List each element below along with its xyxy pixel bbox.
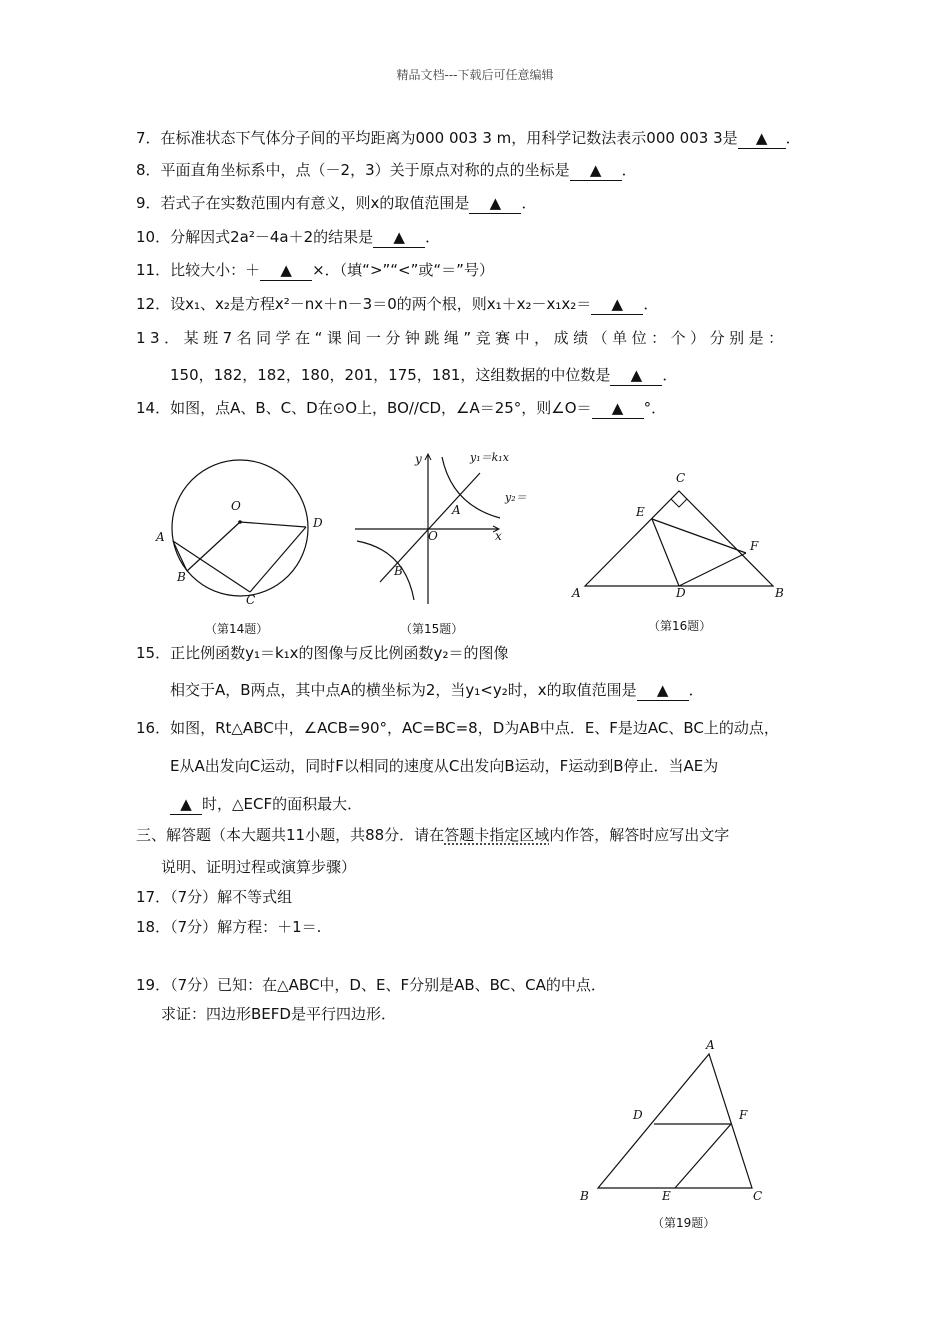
svg-text:O: O <box>231 499 241 513</box>
question-19: 19．（7分）已知：在△ABC中，D、E、F分别是AB、BC、CA的中点． <box>136 976 606 994</box>
question-7: 7．在标准状态下气体分子间的平均距离为000 003 3 m，用科学记数法表示000 003 3是 ▲ ． <box>136 129 801 147</box>
answer-blank[interactable]: ▲ <box>260 260 312 281</box>
figure-14-caption: （第14题） <box>205 622 269 636</box>
svg-text:B: B <box>775 586 784 600</box>
answer-blank[interactable]: ▲ <box>373 227 425 248</box>
question-9: 9．若式子在实数范围内有意义，则x的取值范围是 ▲ ． <box>136 194 537 212</box>
svg-text:A: A <box>156 530 165 544</box>
answer-blank[interactable]: ▲ <box>469 193 521 214</box>
answer-blank[interactable]: ▲ <box>591 294 643 315</box>
svg-text:y₁＝k₁x: y₁＝k₁x <box>470 451 509 464</box>
svg-text:B: B <box>580 1189 589 1203</box>
right-angle-mark <box>671 499 687 507</box>
svg-text:x: x <box>495 529 502 543</box>
figure-14-circle-diagram <box>150 445 330 615</box>
svg-text:B: B <box>394 564 403 578</box>
svg-text:y₂＝: y₂＝ <box>505 491 527 504</box>
question-8: 8．平面直角坐标系中，点（－2，3）关于原点对称的点的坐标是 ▲ ． <box>136 161 637 179</box>
svg-text:C: C <box>676 471 686 485</box>
question-11: 11．比较大小：＋ ▲ ×．（填“>”“<”或“＝”号） <box>136 261 494 279</box>
question-13: 13．某班7名同学在“课间一分钟跳绳”竞赛中，成绩（单位：个）分别是： <box>136 329 788 347</box>
question-10: 10．分解因式2a²－4a＋2的结果是 ▲ ． <box>136 228 441 246</box>
question-15: 15．正比例函数y₁＝k₁x的图像与反比例函数y₂＝的图像 <box>136 644 509 662</box>
svg-text:F: F <box>739 1108 748 1122</box>
svg-text:A: A <box>706 1038 715 1052</box>
section-3-heading: 三、解答题（本大题共11小题，共88分．请在答题卡指定区域内作答，解答时应写出文字 <box>136 826 730 844</box>
svg-text:O: O <box>428 529 438 543</box>
figure-19-triangle <box>570 1030 770 1210</box>
circle-o <box>172 460 308 596</box>
question-16-line2: E从A出发向C运动，同时F以相同的速度从C出发向B运动，F运动到B停止．当AE为 <box>170 757 719 775</box>
answer-blank[interactable]: ▲ <box>170 794 202 815</box>
question-18: 18．（7分）解方程：＋1＝. <box>136 918 322 936</box>
answer-blank[interactable]: ▲ <box>610 365 662 386</box>
figure-16-caption: （第16题） <box>648 619 712 633</box>
svg-text:E: E <box>636 505 645 519</box>
svg-text:E: E <box>662 1189 671 1203</box>
answer-blank[interactable]: ▲ <box>738 128 786 149</box>
question-16-line3: ▲ 时，△ECF的面积最大． <box>170 794 362 815</box>
svg-text:A: A <box>572 586 581 600</box>
svg-text:C: C <box>753 1189 763 1203</box>
hyperbola-branch-1 <box>442 457 500 518</box>
section-3-heading-line2: 说明、证明过程或演算步骤） <box>161 858 357 876</box>
page-header: 精品文档---下载后可任意编辑 <box>396 68 554 82</box>
question-19-line2: 求证：四边形BEFD是平行四边形． <box>161 1005 396 1023</box>
question-17: 17．（7分）解不等式组 <box>136 888 293 906</box>
question-13-line2: 150，182，182，180，201，175，181，这组数据的中位数是 ▲ ． <box>170 366 678 384</box>
figure-15-function-graph <box>350 445 540 615</box>
triangle-abc <box>585 491 773 586</box>
hyperbola-branch-2 <box>357 541 414 600</box>
svg-text:D: D <box>676 586 686 600</box>
question-15-line2: 相交于A，B两点，其中点A的横坐标为2，当y₁<y₂时，x的取值范围是 ▲ ． <box>170 681 704 699</box>
answer-blank[interactable]: ▲ <box>570 160 622 181</box>
question-14: 14．如图，点A、B、C、D在⊙O上，BO//CD，∠A＝25°，则∠O＝ ▲ °． <box>136 399 667 417</box>
triangle-abc <box>598 1054 752 1188</box>
figure-19-caption: （第19题） <box>652 1216 716 1230</box>
svg-text:D: D <box>313 516 323 530</box>
answer-blank[interactable]: ▲ <box>592 398 644 419</box>
figure-16-triangle <box>565 440 795 610</box>
answer-blank[interactable]: ▲ <box>637 680 689 701</box>
svg-text:B: B <box>177 570 186 584</box>
question-12: 12．设x₁、x₂是方程x²－nx＋n－3＝0的两个根，则x₁＋x₂－x₁x₂＝ ▲ ． <box>136 295 659 313</box>
svg-text:D: D <box>633 1108 643 1122</box>
question-16: 16．如图，Rt△ABC中，∠ACB=90°，AC=BC=8，D为AB中点．E、F是边AC、BC上的动点， <box>136 719 779 737</box>
svg-text:A: A <box>452 503 461 517</box>
svg-text:C: C <box>246 593 256 607</box>
svg-text:F: F <box>750 539 759 553</box>
svg-text:y: y <box>415 452 422 466</box>
figure-15-caption: （第15题） <box>400 622 464 636</box>
